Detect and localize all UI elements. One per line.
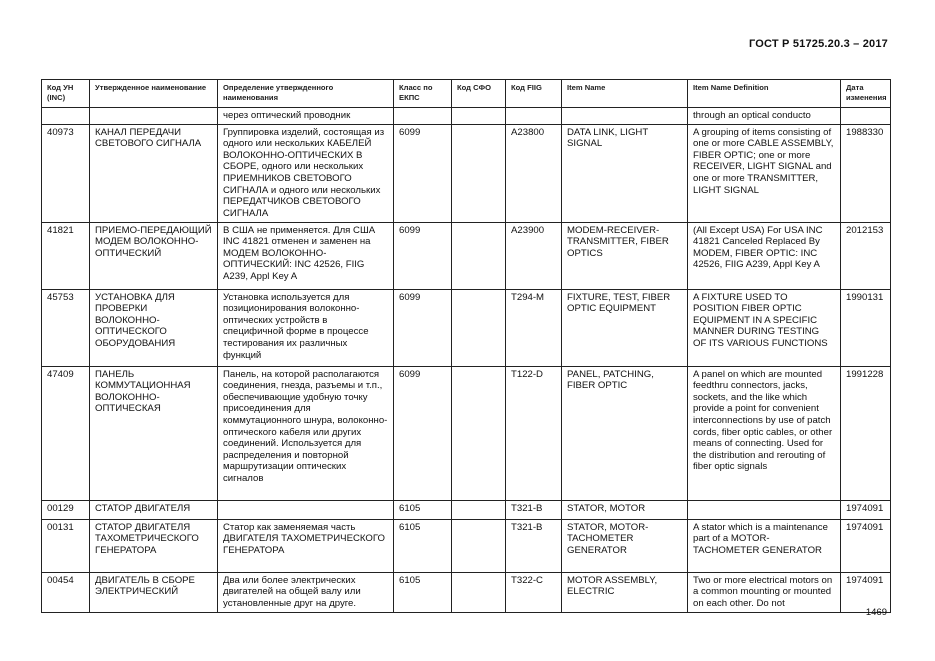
cell-date — [841, 108, 891, 125]
cell-item-definition: (All Except USA) For USA INC 41821 Canceled Replaced By MODEM, FIBER OPTIC: INC 42526, FIIG A239, Appl Key A — [688, 222, 841, 289]
document-header-title: ГОСТ Р 51725.20.3 – 2017 — [748, 38, 888, 50]
cell-fiig: T321-B — [506, 500, 562, 519]
cell-inc: 00131 — [42, 519, 90, 572]
cell-fiig: T321-B — [506, 519, 562, 572]
cell-date: 1988330 — [841, 124, 891, 222]
catalog-table — [41, 79, 891, 613]
table-row — [42, 108, 891, 125]
cell-fiig: T122-D — [506, 366, 562, 500]
cell-item-definition: A panel on which are mounted feedthru connectors, jacks, sockets, and the like which provide a point for convenient interconnections by use of patch cords, fiber optic cables, or other means of connecting. Used for the distribution and rerouting of fiber optic signals — [688, 366, 841, 500]
cell-definition: Панель, на которой располагаются соединения, гнезда, разъемы и т.п., обеспечивающие удобную точку присоединения для коммутационного шнура, волоконно-оптического кабеля или других соединений. Используется для распределения и повторной маршрутизации оптических сигналов — [218, 366, 394, 500]
cell-fiig: T322-C — [506, 572, 562, 612]
cell-sfo — [452, 500, 506, 519]
cell-date: 1974091 — [841, 519, 891, 572]
cell-definition — [218, 500, 394, 519]
column-header-fiig: Код FIIG — [506, 80, 562, 108]
cell-sfo — [452, 572, 506, 612]
column-header-name: Утвержденное наименование — [90, 80, 218, 108]
cell-name: СТАТОР ДВИГАТЕЛЯ ТАХОМЕТРИЧЕСКОГО ГЕНЕРАТОРА — [90, 519, 218, 572]
table-row — [42, 500, 891, 519]
table-row — [42, 366, 891, 500]
cell-definition: через оптический проводник — [218, 108, 394, 125]
cell-name: УСТАНОВКА ДЛЯ ПРОВЕРКИ ВОЛОКОННО-ОПТИЧЕСКОГО ОБОРУДОВАНИЯ — [90, 289, 218, 366]
cell-sfo — [452, 222, 506, 289]
cell-date: 2012153 — [841, 222, 891, 289]
cell-item-definition: A stator which is a maintenance part of a MOTOR-TACHOMETER GENERATOR — [688, 519, 841, 572]
cell-class: 6105 — [394, 500, 452, 519]
cell-inc: 00454 — [42, 572, 90, 612]
cell-definition: Статор как заменяемая часть ДВИГАТЕЛЯ ТАХОМЕТРИЧЕСКОГО ГЕНЕРАТОРА — [218, 519, 394, 572]
cell-date: 1990131 — [841, 289, 891, 366]
cell-class: 6105 — [394, 519, 452, 572]
cell-date: 1991228 — [841, 366, 891, 500]
column-header-item-name: Item Name — [562, 80, 688, 108]
page-number: 1469 — [865, 607, 887, 618]
cell-fiig: T294-M — [506, 289, 562, 366]
cell-item-name — [562, 108, 688, 125]
cell-sfo — [452, 108, 506, 125]
cell-inc — [42, 108, 90, 125]
cell-item-name: STATOR, MOTOR-TACHOMETER GENERATOR — [562, 519, 688, 572]
cell-item-definition: Two or more electrical motors on a common mounting or mounted on each other. Do not — [688, 572, 841, 612]
column-header-item-definition: Item Name Definition — [688, 80, 841, 108]
cell-name: КАНАЛ ПЕРЕДАЧИ СВЕТОВОГО СИГНАЛА — [90, 124, 218, 222]
cell-item-name: FIXTURE, TEST, FIBER OPTIC EQUIPMENT — [562, 289, 688, 366]
cell-fiig: A23800 — [506, 124, 562, 222]
cell-fiig: A23900 — [506, 222, 562, 289]
cell-date: 1974091 — [841, 572, 891, 612]
cell-item-definition: A grouping of items consisting of one or more CABLE ASSEMBLY, FIBER OPTIC; one or more RECEIVER, LIGHT SIGNAL and one or more TRANSMITTER, LIGHT SIGNAL — [688, 124, 841, 222]
cell-sfo — [452, 519, 506, 572]
column-header-class: Класс по ЕКПС — [394, 80, 452, 108]
cell-name: СТАТОР ДВИГАТЕЛЯ — [90, 500, 218, 519]
cell-inc: 00129 — [42, 500, 90, 519]
cell-inc: 47409 — [42, 366, 90, 500]
cell-sfo — [452, 124, 506, 222]
cell-name: ДВИГАТЕЛЬ В СБОРЕ ЭЛЕКТРИЧЕСКИЙ — [90, 572, 218, 612]
column-header-definition: Определение утвержденного наименования — [218, 80, 394, 108]
cell-item-definition — [688, 500, 841, 519]
column-header-date: Дата изменения — [841, 80, 891, 108]
cell-class: 6099 — [394, 222, 452, 289]
cell-class: 6099 — [394, 289, 452, 366]
cell-definition: Установка используется для позиционирования волоконно-оптических устройств в специфичной форме в процессе тестирования их различных функций — [218, 289, 394, 366]
cell-class: 6105 — [394, 572, 452, 612]
cell-class — [394, 108, 452, 125]
cell-date: 1974091 — [841, 500, 891, 519]
column-header-sfo: Код СФО — [452, 80, 506, 108]
cell-item-definition: A FIXTURE USED TO POSITION FIBER OPTIC EQUIPMENT IN A SPECIFIC MANNER DURING TESTING OF ITS VARIOUS FUNCTIONS — [688, 289, 841, 366]
cell-inc: 45753 — [42, 289, 90, 366]
cell-sfo — [452, 289, 506, 366]
cell-name: ПРИЕМО-ПЕРЕДАЮЩИЙ МОДЕМ ВОЛОКОННО-ОПТИЧЕСКИЙ — [90, 222, 218, 289]
cell-class: 6099 — [394, 124, 452, 222]
column-header-inc: Код УН (INC) — [42, 80, 90, 108]
table-row — [42, 519, 891, 572]
cell-name: ПАНЕЛЬ КОММУТАЦИОННАЯ ВОЛОКОННО-ОПТИЧЕСКАЯ — [90, 366, 218, 500]
cell-class: 6099 — [394, 366, 452, 500]
table-row — [42, 289, 891, 366]
table-row — [42, 222, 891, 289]
cell-definition: Два или более электрических двигателей на общей валу или установленные друг на друге. — [218, 572, 394, 612]
cell-item-name: MODEM-RECEIVER-TRANSMITTER, FIBER OPTICS — [562, 222, 688, 289]
table-header-row — [42, 80, 891, 108]
table-row — [42, 572, 891, 612]
cell-sfo — [452, 366, 506, 500]
cell-fiig — [506, 108, 562, 125]
cell-inc: 41821 — [42, 222, 90, 289]
cell-item-definition: through an optical conducto — [688, 108, 841, 125]
table-row — [42, 124, 891, 222]
cell-inc: 40973 — [42, 124, 90, 222]
cell-name — [90, 108, 218, 125]
cell-item-name: PANEL, PATCHING, FIBER OPTIC — [562, 366, 688, 500]
cell-item-name: STATOR, MOTOR — [562, 500, 688, 519]
cell-definition: В США не применяется. Для США INC 41821 отменен и заменен на МОДЕМ ВОЛОКОННО-ОПТИЧЕСКИЙ: INC 42526, FIIG A239, Appl Key A — [218, 222, 394, 289]
cell-item-name: DATA LINK, LIGHT SIGNAL — [562, 124, 688, 222]
cell-definition: Группировка изделий, состоящая из одного или нескольких КАБЕЛЕЙ ВОЛОКОННО-ОПТИЧЕСКИХ В СБОРЕ, одного или нескольких ПРИЕМНИКОВ СВЕТОВОГО СИГНАЛА и одного или нескольких ПЕРЕДАТЧИКОВ СВЕТОВОГО СИГНАЛА — [218, 124, 394, 222]
cell-item-name: MOTOR ASSEMBLY, ELECTRIC — [562, 572, 688, 612]
